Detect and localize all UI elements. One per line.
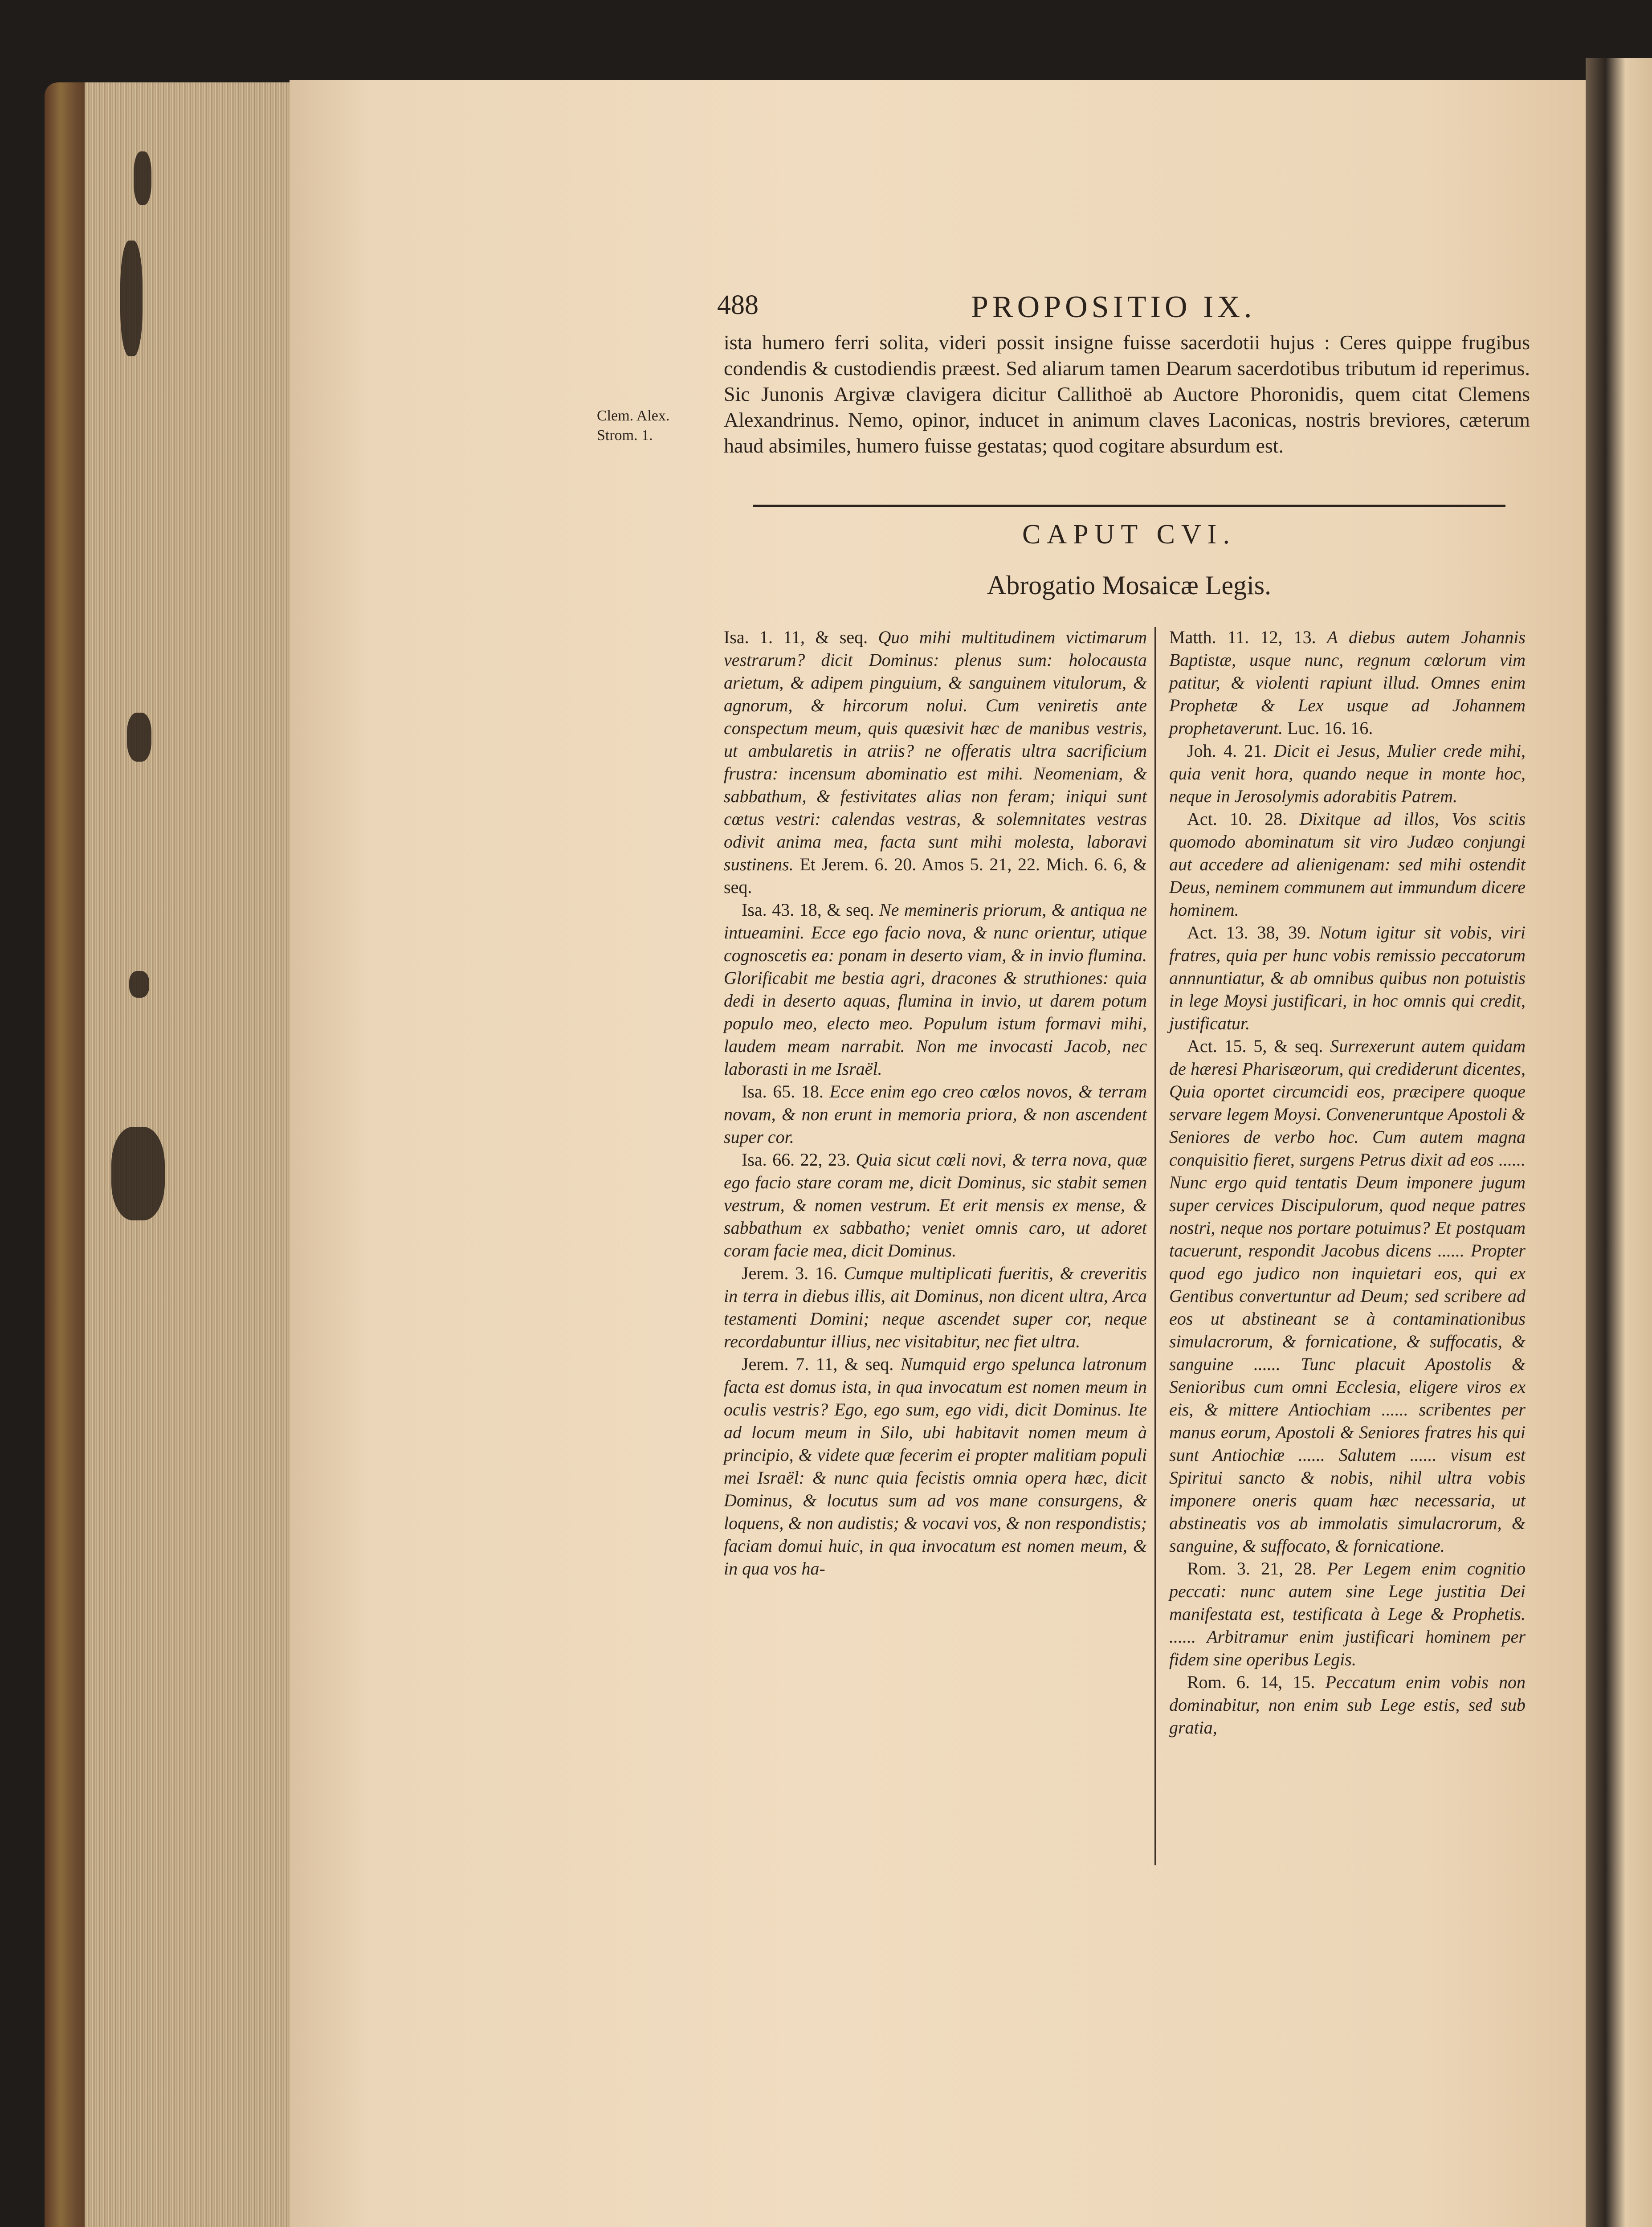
citation-reference: Rom. 6. 14, 15.	[1187, 1672, 1315, 1692]
citation-reference: Jerem. 3. 16.	[742, 1263, 837, 1283]
citation-paragraph	[724, 1148, 1147, 1262]
cross-reference: Et Jerem. 6. 20. Amos 5. 21, 22. Mich. 6. 6, & seq.	[724, 854, 1147, 897]
margin-note-line: Clem. Alex.	[597, 408, 670, 424]
citation-reference: Matth. 11. 12, 13.	[1169, 627, 1316, 647]
citation-text: Dicit ei Jesus, Mulier crede mihi, quia venit hora, quando neque in monte hoc, neque in Jerosolymis adorabitis Patrem.	[1169, 741, 1526, 806]
ink-stain	[120, 241, 143, 356]
section-rule	[753, 505, 1505, 507]
citation-paragraph	[724, 1262, 1147, 1353]
citation-reference: Isa. 65. 18.	[742, 1081, 824, 1101]
citation-paragraph	[1169, 1035, 1526, 1557]
citation-paragraph	[1169, 808, 1526, 921]
ink-stain	[129, 971, 149, 998]
citation-text: Quo mihi multitudinem victimarum vestrarum? dicit Dominus: plenus sum: holocausta arietum, & adipem pinguium, & sanguinem vitulorum, & agnorum, & hircorum nolui. Cum veniretis ante conspectum meum, quis quæsivit hæc de manibus vestris, ut ambularetis in atriis? ne offeratis ultra sacrificium frustra: incensum abominatio est mihi. Neomeniam, & sabbathum, & festivitates alias non feram; iniqui sunt cœtus vestri: calendas vestras, & solemnitates vestras odivit anima mea, facta sunt mihi molesta, laboravi sustinens.	[724, 627, 1147, 874]
header-title: PROPOSITIO IX.	[971, 290, 1256, 324]
citation-text: Surrexerunt autem quidam de hæresi Pharisæorum, qui crediderunt dicentes, Quia oportet circumcidi eos, præcipere quoque servare legem Moysi. Conveneruntque Apostoli & Seniores de verbo hoc. Cum autem magna conquisitio fieret, surgens Petrus dixit ad eos ...... Nunc ergo quid tentatis Deum imponere jugum super cervices Discipulorum, quod neque patres nostri, neque nos portare potuimus? Et postquam tacuerunt, respondit Jacobus dicens ...... Propter quod ego judico non inquietari eos, qui ex Gentibus convertuntur ad Deum; sed scribere ad eos ut abstineant se à contaminationibus simulacrorum, & fornicatione, & suffocatis, & sanguine ...... Tunc placuit Apostolis & Senioribus cum omni Ecclesia, eligere viros ex eis, & mittere Antiochiam ...... scribentes per manus eorum, Apostoli & Seniores fratres his qui sunt Antiochiæ ...... Salutem ...... visum est Spiritui sancto & nobis, nihil ultra vobis imponere oneris quam hæc necessaria, ut abstineatis vos ab immolatis simulacrorum, & sanguine, & suffocato, & fornicatione.	[1169, 1036, 1526, 1556]
citation-reference: Isa. 1. 11, & seq.	[724, 627, 868, 647]
left-column	[724, 626, 1147, 1580]
citation-paragraph	[724, 626, 1147, 898]
citation-reference: Rom. 3. 21, 28.	[1187, 1558, 1317, 1578]
citation-text: Dixitque ad illos, Vos scitis quomodo abominatum sit viro Judæo conjungi aut accedere ad alienigenam: sed mihi ostendit Deus, neminem communem aut immundum dicere hominem.	[1169, 809, 1526, 920]
citation-text: Quia sicut cœli novi, & terra nova, quæ ego facio stare coram me, dicit Dominus, sic stabit semen vestrum, & nomen vestrum. Et erit mensis ex mense, & sabbathum ex sabbatho; veniet omnis caro, ut adoret coram facie mea, dicit Dominus.	[724, 1150, 1147, 1260]
ink-stain	[111, 1127, 165, 1220]
citation-reference: Jerem. 7. 11, & seq.	[742, 1354, 894, 1374]
continuation-paragraph: ista humero ferri solita, videri possit insigne fuisse sacerdotii hujus : Ceres quippe frugibus condendis & custodiendis præest. Sed aliarum tamen Dearum sacerdotibus tributum id reperimus. Sic Junonis Argivæ clavigera dicitur Callithoë ab Auctore Phoronidis, quem citat Clemens Alexandrinus. Nemo, opinor, inducet in animum claves Laconicas, nostris breviores, cæterum haud absimiles, humero fuisse gestatas; quod cogitare absurdum est.	[724, 331, 1530, 457]
citation-reference: Isa. 43. 18, & seq.	[742, 900, 874, 920]
column-divider	[1154, 627, 1156, 1865]
margin-note-line: Strom. 1.	[597, 427, 653, 444]
citation-reference: Isa. 66. 22, 23.	[742, 1150, 850, 1170]
chapter-title: CAPUT CVI.	[1022, 519, 1236, 550]
chapter-subtitle: Abrogatio Mosaicæ Legis.	[987, 571, 1272, 600]
citation-text: Ne memineris priorum, & antiqua ne intueamini. Ecce ego facio nova, & nunc orientur, utique cognoscetis ea: ponam in deserto viam, & in invio flumina. Glorificabit me bestia agri, dracones & struthiones: quia dedi in deserto aquas, flumina in invio, ut darem potum populo meo, electo meo. Populum istum formavi mihi, laudem meam narrabit. Non me invocasti Jacob, nec laborasti in me Israël.	[724, 900, 1147, 1079]
citation-text: Per Legem enim cognitio peccati: nunc autem sine Lege justitia Dei manifestata est, testificata à Lege & Prophetis. ...... Arbitramur enim justificari hominem per fidem sine operibus Legis.	[1169, 1558, 1526, 1669]
citation-paragraph	[1169, 626, 1526, 739]
citation-reference: Joh. 4. 21.	[1187, 741, 1267, 761]
cross-reference: Luc. 16. 16.	[1287, 718, 1373, 738]
citation-paragraph	[1169, 1671, 1526, 1739]
page-number: 488	[717, 290, 759, 320]
citation-text: Numquid ergo spelunca latronum facta est domus ista, in qua invocatum est nomen meum in oculis vestris? Ego, ego sum, ego vidi, dicit Dominus. Ite ad locum meum in Silo, ubi habitavit nomen meum à principio, & videte quæ fecerim ei propter malitiam populi mei Israël: & nunc quia fecistis omnia opera hæc, dicit Dominus, & locutus sum ad vos mane consurgens, & loquens, & non audistis; & vocavi vos, & non respondistis; faciam domui huic, in qua invocatum est nomen meum, & in qua vos ha-	[724, 1354, 1147, 1578]
citation-paragraph	[724, 1353, 1147, 1580]
facing-page-edge	[1586, 58, 1652, 2227]
citation-paragraph	[1169, 1557, 1526, 1671]
citation-text: Peccatum enim vobis non dominabitur, non enim sub Lege estis, sed sub gratia,	[1169, 1672, 1526, 1738]
citation-reference: Act. 10. 28.	[1187, 809, 1287, 829]
citation-reference: Act. 15. 5, & seq.	[1187, 1036, 1323, 1056]
citation-paragraph	[724, 898, 1147, 1080]
citation-reference: Act. 13. 38, 39.	[1187, 922, 1311, 942]
citation-paragraph	[724, 1080, 1147, 1148]
citation-text: Cumque multiplicati fueritis, & creveritis in terra in diebus illis, ait Dominus, non dicent ultra, Arca testamenti Domini; neque ascendet super cor, neque recordabuntur illius, nec visitabitur, nec fiet ultra.	[724, 1263, 1147, 1351]
citation-paragraph	[1169, 739, 1526, 808]
citation-paragraph	[1169, 921, 1526, 1035]
citation-text: Ecce enim ego creo cœlos novos, & terram novam, & non erunt in memoria priora, & non ascendent super cor.	[724, 1081, 1147, 1147]
running-head	[717, 290, 1532, 330]
ink-stain	[127, 713, 151, 762]
ink-stain	[134, 151, 151, 205]
citation-text: A diebus autem Johannis Baptistæ, usque nunc, regnum cœlorum vim patitur, & violenti rapiunt illud. Omnes enim Prophetæ & Lex usque ad Johannem prophetaverunt.	[1169, 627, 1526, 738]
citation-text: Notum igitur sit vobis, viri fratres, quia per hunc vobis remissio peccatorum annnuntiatur, & ab omnibus quibus non potuistis in lege Moysi justificari, in hoc omnis qui credit, justificatur.	[1169, 922, 1526, 1033]
margin-note	[597, 406, 695, 445]
right-column	[1169, 626, 1526, 1739]
